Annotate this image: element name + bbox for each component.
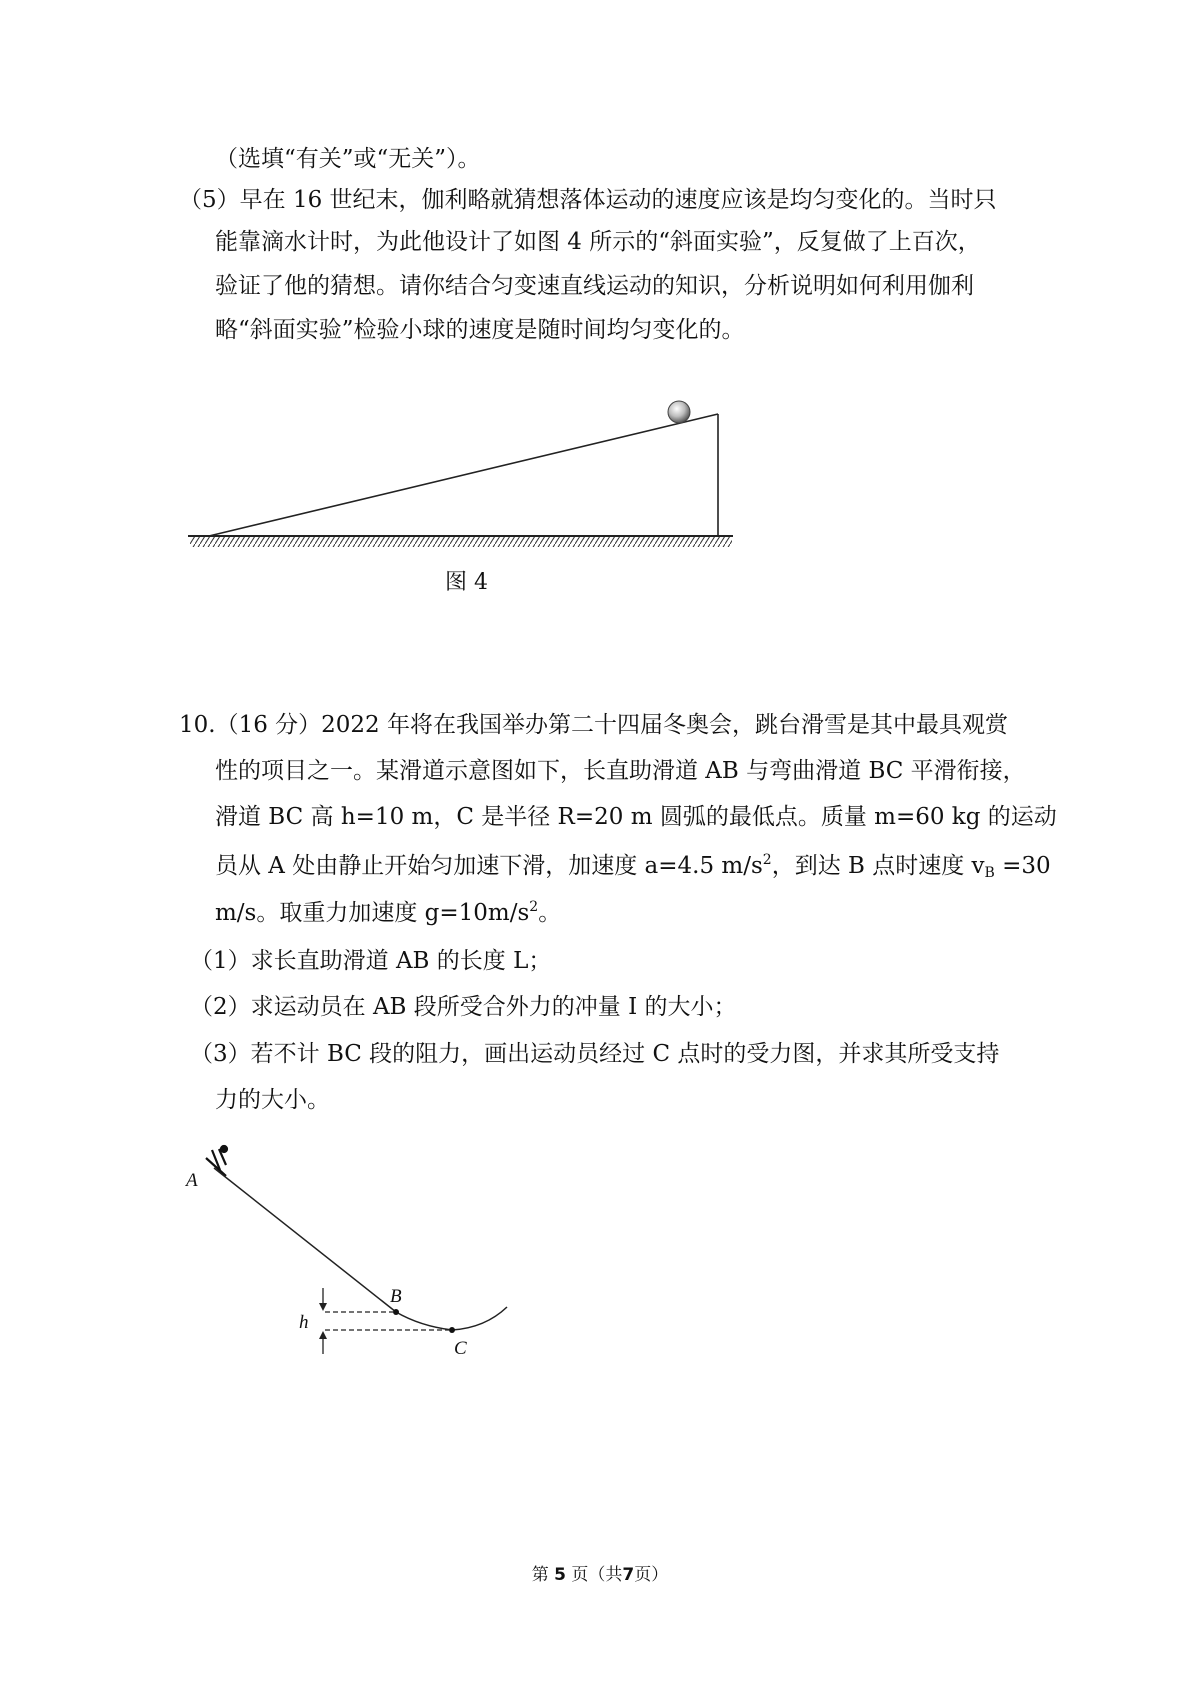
q10-stem-line-4: 员从 A 处由静止开始匀加速下滑，加速度 a=4.5 $m/s^2$，到达 B 点时速度 $v_B =30$ (215, 852, 1051, 881)
curved-slide-bc (396, 1307, 507, 1330)
q10-stem-line-5: m/s。取重力加速度 $g=10m/s^2$。 (215, 899, 562, 926)
q9-p5-line-2: 能靠滴水计时，为此他设计了如图 4 所示的“斜面实验”，反复做了上百次， (215, 229, 981, 255)
figure4-caption: 图 4 (445, 570, 488, 595)
label-h: h (299, 1312, 309, 1333)
skier-icon (206, 1146, 227, 1176)
q9-p5-line-4: 略“斜面实验”检验小球的速度是随时间均匀变化的。 (215, 317, 745, 343)
label-b: B (390, 1286, 402, 1307)
page-footer: 第 5 页（共7页） (531, 1565, 669, 1585)
choice-note: （选填“有关”或“无关”）。 (215, 146, 481, 172)
q10-stem-line-3: 滑道 BC 高 h=10 m，C 是半径 R=20 m 圆弧的最低点。质量 m=60 kg 的运动 (215, 804, 1057, 830)
height-arrow-down (319, 1288, 327, 1311)
q9-p5-line-1: （5）早在 16 世纪末，伽利略就猜想落体运动的速度应该是均匀变化的。当时只 (179, 187, 997, 213)
label-a: A (186, 1170, 198, 1191)
q9-p5-line-3: 验证了他的猜想。请你结合匀变速直线运动的知识，分析说明如何利用伽利 (215, 273, 974, 299)
straight-slide-ab (214, 1168, 396, 1312)
label-c: C (454, 1338, 467, 1359)
q10-sub-question-3-line-1: （3）若不计 BC 段的阻力，画出运动员经过 C 点时的受力图，并求其所受支持 (190, 1041, 1000, 1067)
q10-stem-line-1: 10.（16 分）2022 年将在我国举办第二十四届冬奥会，跳台滑雪是其中最具观赏 (179, 712, 1008, 738)
height-arrow-up (319, 1331, 327, 1354)
q10-sub-question-1: （1）求长直助滑道 AB 的长度 L； (190, 948, 552, 974)
q10-stem-line-2: 性的项目之一。某滑道示意图如下，长直助滑道 AB 与弯曲滑道 BC 平滑衔接， (215, 758, 1026, 784)
q10-sub-question-3-line-2: 力的大小。 (215, 1087, 330, 1113)
q10-sub-question-2: （2）求运动员在 AB 段所受合外力的冲量 I 的大小； (190, 994, 737, 1020)
